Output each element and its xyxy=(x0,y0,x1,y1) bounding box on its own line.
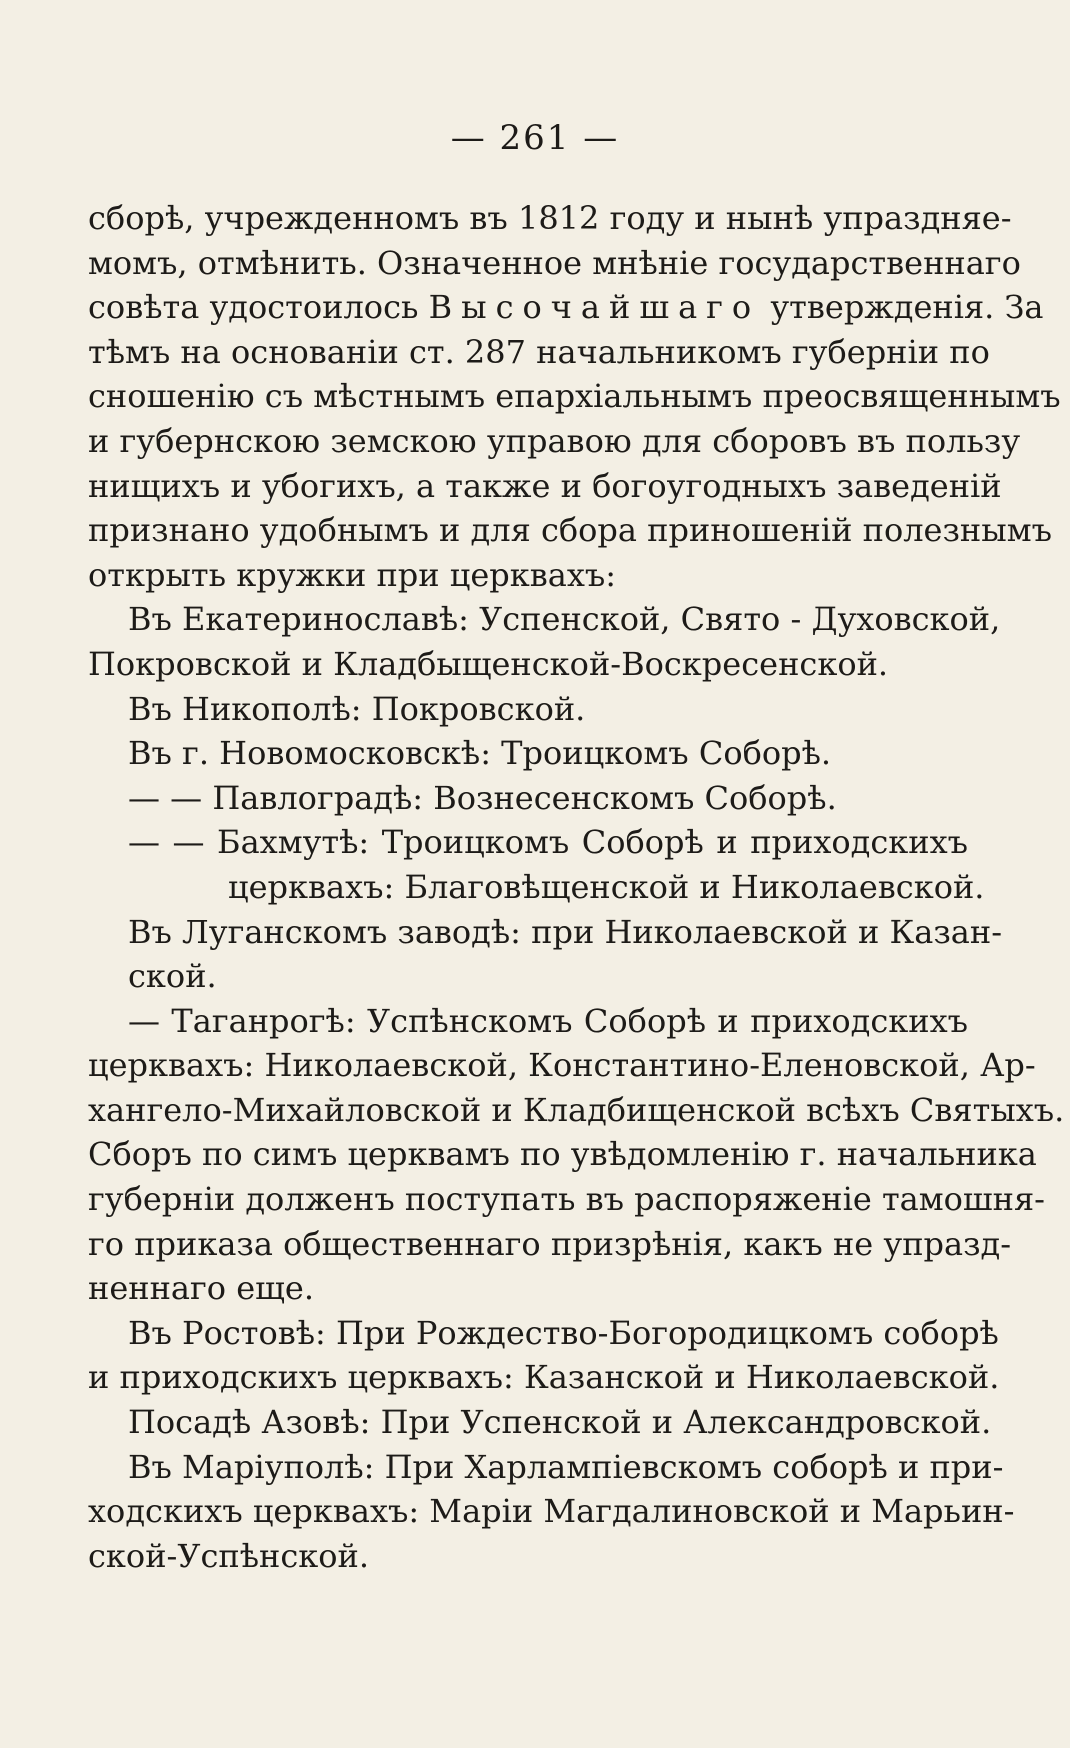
text-line: — — Бахмутѣ: Троицкомъ Соборѣ и приходскихъ xyxy=(128,823,968,862)
text-line: и приходскихъ церквахъ: Казанской и Николаевской. xyxy=(88,1358,1000,1397)
text-line: ходскихъ церквахъ: Маріи Магдалиновской и Марьин- xyxy=(88,1492,1015,1531)
text-line: ской-Успѣнской. xyxy=(88,1536,370,1575)
text-line: — Таганрогѣ: Успѣнскомъ Соборѣ и приходскихъ xyxy=(128,1001,968,1040)
text-segment: утвержденія. За xyxy=(770,288,1044,327)
text-line: Покровской и Кладбыщенской-Воскресенской. xyxy=(88,644,889,683)
text-line: сборѣ, учрежденномъ въ 1812 году и нынѣ упраздняе- xyxy=(88,199,1012,237)
text-line: Въ Ростовѣ: При Рождество-Богородицкомъ соборѣ xyxy=(128,1313,999,1352)
text-line: ской. xyxy=(128,957,217,996)
text-line: церквахъ: Николаевской, Константино-Еленовской, Ар- xyxy=(88,1046,1036,1085)
spaced-word: Высочайшаго xyxy=(428,288,761,327)
text-line: Въ Луганскомъ заводѣ: при Николаевской и Казан- xyxy=(128,912,1002,951)
body-text xyxy=(88,196,1065,1578)
text-line: неннаго еще. xyxy=(88,1269,314,1308)
text-line xyxy=(88,285,1044,330)
text-line: хангело-Михайловской и Кладбищенской всѣхъ Святыхъ. xyxy=(88,1090,1065,1129)
text-line: церквахъ: Благовѣщенской и Николаевской. xyxy=(228,867,985,906)
text-line: нищихъ и убогихъ, а также и богоугодныхъ заведеній xyxy=(88,466,1002,505)
text-line: сношенію съ мѣстнымъ епархіальнымъ преосвященнымъ xyxy=(88,377,1061,416)
text-line: Въ Маріуполѣ: При Харлампіевскомъ соборѣ и при- xyxy=(128,1447,1004,1486)
text-line: Въ Никополѣ: Покровской. xyxy=(128,689,586,728)
text-line: и губернскою земскою управою для сборовъ въ пользу xyxy=(88,421,1021,460)
text-line: открыть кружки при церквахъ: xyxy=(88,555,617,594)
text-segment: совѣта удостоилось xyxy=(88,288,419,327)
page-number: — 261 — xyxy=(450,118,620,158)
text-line: Въ г. Новомосковскѣ: Троицкомъ Соборѣ. xyxy=(128,734,832,773)
text-line: Посадѣ Азовѣ: При Успенской и Александровской. xyxy=(128,1403,992,1442)
text-line: — — Павлоградѣ: Вознесенскомъ Соборѣ. xyxy=(128,778,837,817)
text-line: тѣмъ на основаніи ст. 287 начальникомъ губерніи по xyxy=(88,332,990,371)
text-line: признано удобнымъ и для сбора приношеній полезнымъ xyxy=(88,511,1052,550)
text-line: момъ, отмѣнить. Означенное мнѣніе государственнаго xyxy=(88,243,1021,282)
text-line: го приказа общественнаго призрѣнія, какъ не упразд- xyxy=(88,1224,1012,1263)
text-line: Въ Екатеринославѣ: Успенской, Свято - Духовской, xyxy=(128,600,1001,639)
text-line: Сборъ по симъ церквамъ по увѣдомленію г. начальника xyxy=(88,1135,1037,1174)
text-line: губерніи долженъ поступать въ распоряженіе тамошня- xyxy=(88,1180,1045,1219)
